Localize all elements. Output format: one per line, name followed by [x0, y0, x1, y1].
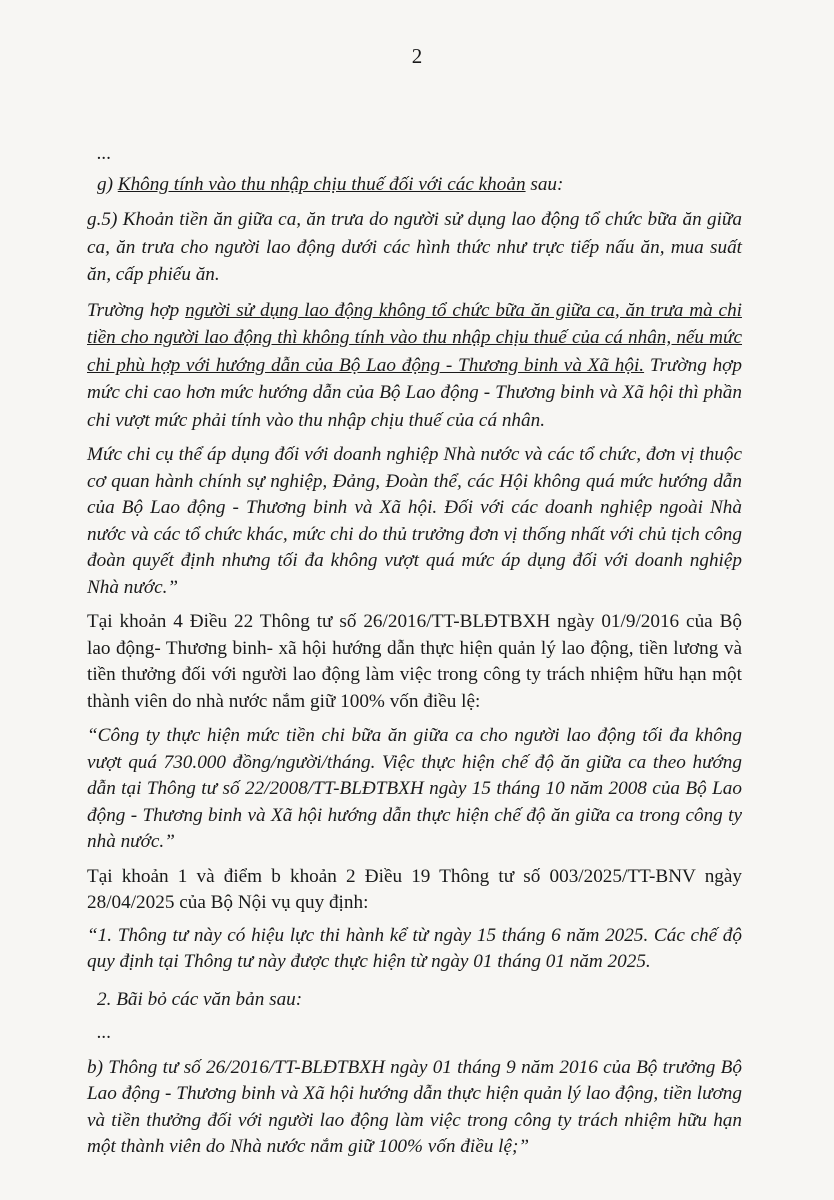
case-underlined: người sử dụng lao động không tổ chức bữa ăn giữa ca, ăn trưa mà chi tiền cho người lao động thì không tính vào thu nhập chịu thuế của cá nhân, nếu mức chi phù hợp với hướng dẫn của Bộ Lao động - Thương binh và Xã hội.	[87, 299, 742, 376]
quote-item-1: “1. Thông tư này có hiệu lực thi hành kể từ ngày 15 tháng 6 năm 2025. Các chế độ quy định tại Thông tư này được thực hiện từ ngày 01 tháng 01 năm 2025.	[87, 924, 742, 972]
circular-26-reference: Tại khoản 4 Điều 22 Thông tư số 26/2016/TT-BLĐTBXH ngày 01/9/2016 của Bộ lao động- Thương binh- xã hội hướng dẫn thực hiện quản lý lao động, tiền lương và tiền thưởng đối với người lao động làm việc trong công ty trách nhiệm hữu hạn một thành viên do nhà nước nắm giữ 100% vốn điều lệ:	[87, 611, 742, 712]
clause-g-prefix: g)	[97, 173, 118, 195]
clause-g-suffix: sau:	[525, 173, 564, 195]
quote-item-b: b) Thông tư số 26/2016/TT-BLĐTBXH ngày 01 tháng 9 năm 2016 của Bộ trưởng Bộ Lao động - Thương binh và Xã hội hướng dẫn thực hiện quản lý lao động, tiền lương và tiền thưởng đối với người lao động làm việc trong công ty trách nhiệm hữu hạn một thành viên do Nhà nước nắm giữ 100% vốn điều lệ;”	[87, 1056, 742, 1157]
clause-g-heading	[97, 171, 742, 199]
quote-item-2: 2. Bãi bỏ các văn bản sau:	[97, 988, 303, 1010]
document-body	[87, 140, 742, 1161]
circular-003-reference: Tại khoản 1 và điểm b khoản 2 Điều 19 Thông tư số 003/2025/TT-BNV ngày 28/04/2025 của Bộ Nội vụ quy định:	[87, 865, 742, 913]
page-number: 2	[411, 44, 423, 68]
company-quote-paragraph: “Công ty thực hiện mức tiền chi bữa ăn giữa ca cho người lao động tối đa không vượt quá 730.000 đồng/người/tháng. Việc thực hiện chế độ ăn giữa ca theo hướng dẫn tại Thông tư số 22/2008/TT-BLĐTBXH ngày 15 tháng 10 năm 2008 của Bộ Lao động - Thương binh và Xã hội hướng dẫn thực hiện chế độ ăn giữa ca trong công ty nhà nước.”	[87, 725, 742, 852]
case-suffix: Trường hợp mức chi cao hơn mức hướng dẫn của Bộ Lao động - Thương binh và Xã hội thì phần chi vượt mức phải tính vào thu nhập chịu thuế của cá nhân.	[87, 354, 742, 431]
case-paragraph	[87, 297, 742, 435]
ellipsis-line-2: ...	[97, 1022, 112, 1043]
case-prefix: Trường hợp	[87, 299, 186, 321]
clause-g5-paragraph: g.5) Khoản tiền ăn giữa ca, ăn trưa do người sử dụng lao động tổ chức bữa ăn giữa ca, ăn trưa cho người lao động dưới các hình thức như trực tiếp nấu ăn, mua suất ăn, cấp phiếu ăn.	[87, 209, 742, 285]
clause-g-underlined: Không tính vào thu nhập chịu thuế đối với các khoản	[117, 173, 526, 195]
ellipsis-line: ...	[97, 143, 112, 164]
spending-level-paragraph: Mức chi cụ thể áp dụng đối với doanh nghiệp Nhà nước và các tổ chức, đơn vị thuộc cơ quan hành chính sự nghiệp, Đảng, Đoàn thể, các Hội không quá mức hướng dẫn của Bộ Lao động - Thương binh và Xã hội. Đối với các doanh nghiệp ngoài Nhà nước và các tổ chức khác, mức chi do thủ trưởng đơn vị thống nhất với chủ tịch công đoàn quyết định nhưng tối đa không vượt quá mức áp dụng đối với doanh nghiệp Nhà nước.”	[87, 444, 742, 598]
